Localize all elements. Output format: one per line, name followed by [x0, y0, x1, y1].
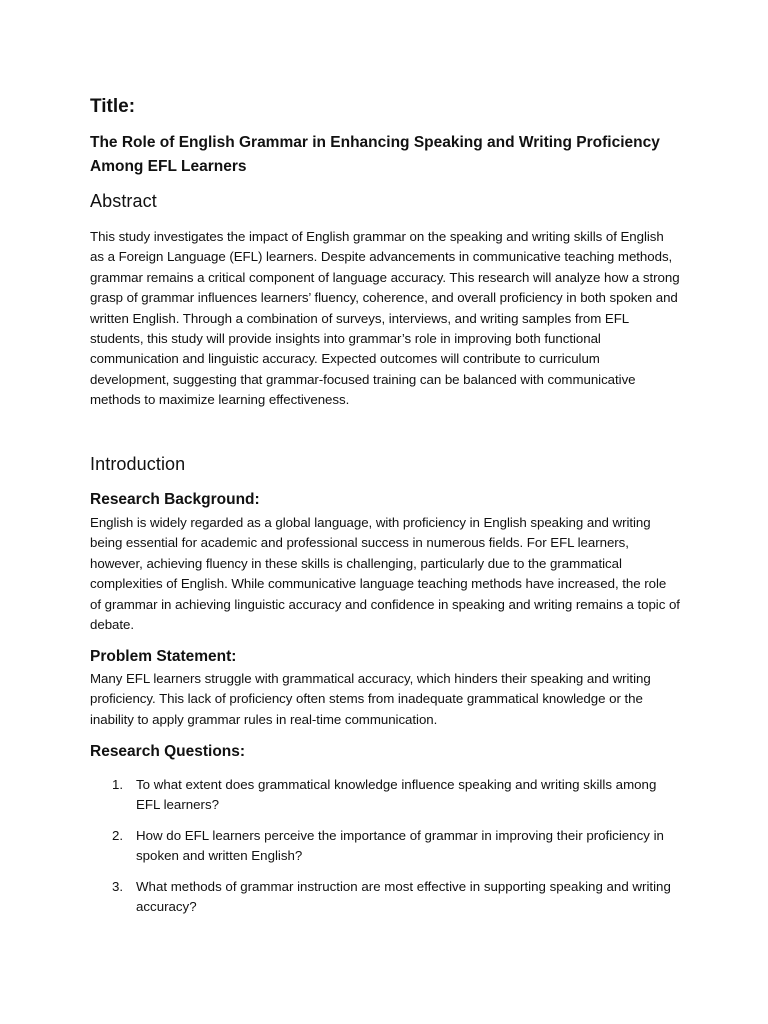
list-item: [90, 826, 676, 867]
research-background-heading: Research Background:: [90, 491, 260, 508]
research-questions-heading: Research Questions:: [90, 743, 246, 760]
research-background-paragraph: English is widely regarded as a global language, with proficiency in English speaking and writing being essential for academic and professional success in numerous fields. For EFL learners, however, achieving fluency in these skills is challenging, particularly due to the grammatical complexities of English. While communicative language teaching methods have increased, the role of grammar in achieving linguistic accuracy and confidence in speaking and writing remains a topic of debate.: [90, 515, 680, 633]
abstract-paragraph: This study investigates the impact of English grammar on the speaking and writing skills of English as a Foreign Language (EFL) learners. Despite advancements in communicative teaching methods, grammar remains a critical component of language accuracy. This research will analyze how a strong grasp of grammar influences learners’ fluency, coherence, and overall proficiency in both spoken and written English. Through a combination of surveys, interviews, and writing samples from EFL students, this study will provide insights into grammar’s role in improving both functional communication and linguistic accuracy. Expected outcomes will contribute to curriculum development, suggesting that grammar-focused training can be balanced with communicative methods to maximize learning effectiveness.: [90, 229, 680, 408]
list-item-text: What methods of grammar instruction are most effective in supporting speaking and writing accuracy?: [136, 878, 671, 915]
list-item-number: 3.: [112, 878, 124, 894]
research-questions-list: [90, 775, 686, 927]
list-item-text: To what extent does grammatical knowledge influence speaking and writing skills among EFL learners?: [136, 777, 657, 813]
list-item: [90, 877, 676, 918]
list-item-text: How do EFL learners perceive the importance of grammar in improving their proficiency in spoken and written English?: [136, 827, 664, 864]
problem-statement-heading: Problem Statement:: [90, 648, 237, 665]
document-title: The Role of English Grammar in Enhancing Speaking and Writing Proficiency Among EFL Learners: [90, 134, 660, 175]
document-page: [90, 0, 686, 1024]
abstract-heading: Abstract: [90, 191, 157, 211]
list-item-number: 1.: [112, 777, 124, 792]
problem-statement-paragraph: Many EFL learners struggle with grammatical accuracy, which hinders their speaking and writing proficiency. This lack of proficiency often stems from inadequate grammatical knowledge or the inability to apply grammar rules in real-time communication.: [90, 671, 651, 727]
title-label: Title:: [90, 96, 136, 117]
list-item: [90, 775, 676, 816]
introduction-heading: Introduction: [90, 454, 186, 474]
list-item-number: 2.: [112, 827, 124, 843]
